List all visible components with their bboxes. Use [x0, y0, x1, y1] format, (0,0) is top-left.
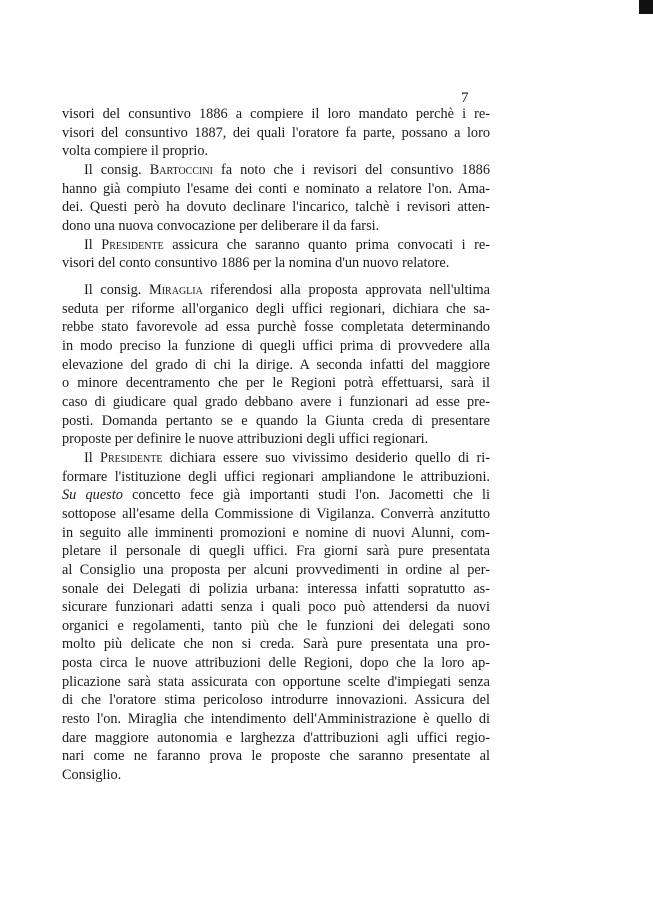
text-line [62, 617, 490, 636]
text-line [62, 337, 490, 356]
text-line [62, 766, 490, 785]
text-line [62, 561, 490, 580]
line-text: sottopose all'esame della Commissione di Vigilanza. Converrà anzitutto [62, 505, 490, 522]
line-text: posta circa le nuove attribuzioni delle Regioni, dopo che la loro ap- [62, 655, 490, 672]
text-line [62, 180, 490, 199]
text-line [62, 430, 490, 449]
text-line [62, 710, 490, 729]
line-text: al Consiglio una proposta per alcuni provvedimenti in ordine al per- [62, 561, 490, 578]
text-line [62, 281, 490, 300]
scan-corner-mark [639, 0, 653, 14]
text-line [62, 198, 490, 217]
line-text: molto più delicate che non si creda. Sarà pure presentata una pro- [62, 636, 490, 653]
line-text: fa noto che i revisori del consuntivo 1886 [212, 161, 490, 178]
page-number: 7 [461, 90, 469, 106]
text-line [62, 105, 490, 124]
speaker-name: Miraglia [149, 282, 203, 298]
speaker-name: Presidente [101, 236, 164, 253]
line-text: visori del consuntivo 1886 a compiere il loro mandato perchè i re- [62, 106, 490, 122]
text-line [62, 654, 490, 673]
line-prefix: Il consig. [84, 161, 150, 178]
line-text: riferendosi alla proposta approvata nell'ultima [202, 282, 490, 298]
text-line [62, 691, 490, 710]
line-text: assicura che saranno quanto prima convocati i re- [163, 236, 490, 253]
line-text: organici e regolamenti, tanto più che le funzioni dei delegati sono [62, 617, 490, 634]
text-line [62, 374, 490, 393]
line-text: posti. Domanda pertanto se e quando la Giunta creda di presentare [62, 412, 490, 429]
text-line [62, 747, 490, 766]
text-line [62, 236, 490, 255]
line-text: seduta per riforme all'organico degli uffici regionari, dichiara che sa- [62, 300, 490, 317]
text-line [62, 161, 490, 180]
text-line [62, 505, 490, 524]
text-line [62, 142, 490, 161]
line-text: sicurare funzionari adatti senza i quali poco può attendersi da nuovi [62, 599, 490, 616]
line-text: formare l'istituzione degli uffici regionari ampliandone le attribuzioni. [62, 468, 490, 485]
line-text: in seguito alle imminenti promozioni e nomine di nuovi Alunni, com- [62, 524, 490, 541]
italic-text: Su questo [62, 487, 123, 504]
line-text: di che l'oratore stima pericoloso introdurre innovazioni. Assicura del [62, 692, 490, 709]
text-line [62, 486, 490, 505]
line-text: o minore decentramento che per le Regioni potrà effettuarsi, sarà il [62, 375, 490, 392]
minutes-section-uffici-regionari [62, 281, 490, 785]
text-line [62, 449, 490, 468]
line-text: hanno già compiuto l'esame dei conti e nominato a relatore l'on. Ama- [62, 180, 490, 197]
speaker-name: Presidente [100, 449, 163, 466]
line-text: proposte per definire le nuove attribuzioni degli uffici regionari. [62, 431, 429, 448]
text-line [62, 673, 490, 692]
line-text: plicazione sarà stata assicurata con opportune scelte d'impiegati senza [62, 673, 490, 690]
line-text: sonale dei Delegati di polizia urbana: interessa infatti sopratutto as- [62, 580, 490, 597]
line-prefix: Il [84, 236, 102, 253]
line-text: resto l'on. Miraglia che intendimento dell'Amministrazione è quello di [62, 711, 490, 728]
line-text: dare maggiore autonomia e larghezza d'attribuzioni agli uffici regio- [62, 729, 490, 746]
line-text: caso di giudicare qual grado debbano avere i funzionari ad esse pre- [62, 393, 490, 410]
line-text: in modo preciso la funzione di quegli uffici prima di provvedere alla [62, 337, 490, 354]
text-line [62, 635, 490, 654]
speaker-name: Bartoccini [149, 161, 213, 178]
text-line [62, 300, 490, 319]
line-text: concetto fece già importanti studi l'on. Jacometti che li [122, 487, 490, 504]
text-line [62, 729, 490, 748]
line-text: visori del consuntivo 1887, dei quali l'oratore fa parte, possano a loro [62, 124, 490, 141]
text-line [62, 542, 490, 561]
text-line [62, 254, 490, 273]
line-text: dichiara essere suo vivissimo desiderio quello di ri- [162, 449, 490, 466]
text-line [62, 412, 490, 431]
line-text: volta compiere il proprio. [62, 143, 209, 160]
line-text: elevazione del grado di chi la dirige. A seconda infatti del maggiore [62, 356, 490, 373]
text-line [62, 598, 490, 617]
text-line [62, 468, 490, 487]
line-prefix: Il consig. [84, 282, 150, 298]
line-text: dei. Questi però ha dovuto declinare l'incarico, talchè i revisori atten- [62, 199, 490, 216]
text-line [62, 393, 490, 412]
text-line [62, 524, 490, 543]
minutes-section-revisori [62, 105, 490, 273]
line-text: visori del conto consuntivo 1886 per la nomina d'un nuovo relatore. [62, 255, 450, 272]
line-prefix: Il [84, 449, 101, 466]
text-line [62, 356, 490, 375]
line-text: Consiglio. [62, 767, 122, 784]
line-text: nari come ne faranno prova le proposte che saranno presentate al [62, 748, 490, 765]
text-line [62, 217, 490, 236]
text-line [62, 580, 490, 599]
line-text: dono una nuova convocazione per deliberare il da farsi. [62, 217, 380, 234]
text-line [62, 318, 490, 337]
line-text: pletare il personale di quegli uffici. Fra giorni sarà pure presentata [62, 543, 490, 560]
text-line [62, 124, 490, 143]
line-text: rebbe stato favorevole ad essa purchè fosse completata determinando [62, 319, 490, 336]
